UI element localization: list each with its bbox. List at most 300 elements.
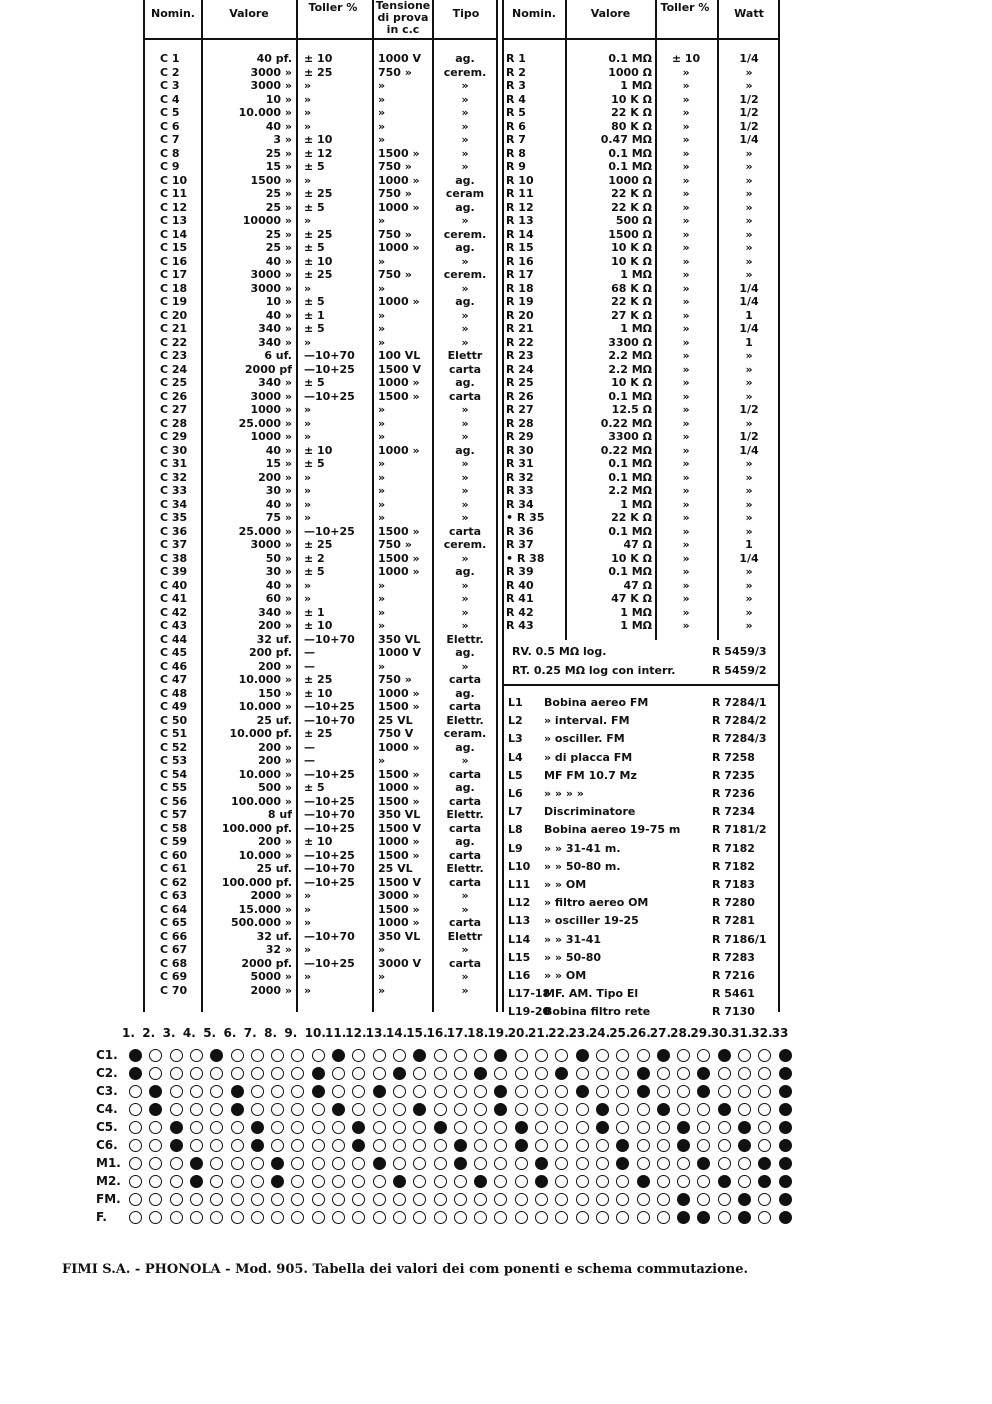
resistor-nom-cell: R 17: [506, 268, 534, 281]
resistor-watt-cell: »: [745, 524, 753, 538]
capacitor-toller-cell: ± 1: [304, 605, 325, 619]
switch-contact-open: [291, 1121, 304, 1134]
switch-contact-open: [637, 1049, 650, 1062]
capacitor-tensione-cell: 1500 »: [378, 524, 420, 538]
capacitor-tensione-cell: »: [378, 970, 386, 983]
coil-code: R 7258: [712, 750, 755, 764]
switch-contact-open: [251, 1211, 264, 1224]
switch-contact-open: [271, 1121, 284, 1134]
resistor-watt-cell: »: [745, 268, 753, 281]
switch-contact-open: [515, 1085, 528, 1098]
capacitor-tensione-cell: 1500 »: [378, 146, 420, 160]
capacitor-tensione-cell: 1500 »: [378, 389, 420, 403]
switch-contact-open: [616, 1193, 629, 1206]
switch-contact-closed: [190, 1175, 203, 1188]
resistor-nom-cell: R 40: [506, 578, 534, 592]
resistor-toller-cell: »: [682, 106, 690, 119]
capacitor-tensione-cell: 3000 V: [378, 956, 421, 970]
capacitor-nom-cell: C 39: [160, 565, 188, 578]
switch-contact-open: [434, 1049, 447, 1062]
switch-column-number: 19.: [487, 1026, 509, 1040]
switch-contact-closed: [637, 1067, 650, 1080]
capacitor-valore-cell: 5000 »: [250, 970, 292, 983]
switch-contact-closed: [271, 1157, 284, 1170]
resistor-toller-cell: »: [682, 254, 690, 268]
switch-contact-closed: [779, 1049, 792, 1062]
resistor-toller-cell: »: [682, 457, 690, 470]
switch-contact-closed: [779, 1175, 792, 1188]
capacitor-nom-cell: C 41: [160, 592, 188, 605]
resistor-valore-cell: 0.1 MΩ: [608, 524, 652, 538]
switch-contact-open: [251, 1085, 264, 1098]
capacitor-tensione-cell: »: [378, 484, 386, 497]
capacitor-valore-cell: 75 »: [265, 511, 292, 524]
switch-contact-open: [190, 1067, 203, 1080]
resistor-nom-cell: R 5: [506, 106, 526, 119]
switch-column-number: 2.: [142, 1026, 156, 1040]
switch-contact-open: [413, 1211, 426, 1224]
switch-row-label: F.: [96, 1210, 107, 1224]
switch-contact-closed: [129, 1049, 142, 1062]
switch-column-number: 28.: [670, 1026, 692, 1040]
resistor-toller-cell: »: [682, 187, 690, 200]
resistor-watt-cell: »: [745, 79, 753, 92]
resistor-toller-cell: ± 10: [671, 52, 701, 65]
switch-contact-open: [657, 1121, 670, 1134]
capacitor-nom-cell: C 48: [160, 686, 188, 700]
capacitor-valore-cell: 340 »: [258, 376, 292, 389]
resistor-nom-cell: R 15: [506, 241, 534, 254]
capacitor-tipo-cell: »: [461, 605, 469, 619]
resistor-valore-cell: 10 K Ω: [611, 551, 652, 565]
switch-contact-open: [494, 1211, 507, 1224]
capacitor-toller-cell: —10+25: [304, 956, 355, 970]
coil-desc: MF FM 10.7 Mz: [544, 768, 637, 782]
capacitor-tensione-cell: 1500 »: [378, 551, 420, 565]
switch-contact-open: [332, 1175, 345, 1188]
capacitor-tipo-cell: carta: [448, 673, 482, 686]
switch-contact-open: [393, 1193, 406, 1206]
switch-contact-open: [170, 1175, 183, 1188]
capacitor-tipo-cell: Elettr: [447, 349, 483, 362]
capacitor-nom-cell: C 22: [160, 335, 188, 349]
capacitor-tipo-cell: »: [461, 889, 469, 902]
cap-toller-header: Toller %: [308, 1, 358, 14]
capacitor-tensione-cell: 750 »: [378, 268, 412, 281]
resistor-nom-cell: R 12: [506, 200, 534, 214]
resistor-valore-cell: 10 K Ω: [611, 376, 652, 389]
capacitor-nom-cell: C 17: [160, 268, 188, 281]
switch-contact-open: [271, 1067, 284, 1080]
capacitor-valore-cell: 3 »: [273, 133, 292, 146]
resistor-watt-cell: 1/2: [739, 119, 759, 133]
switch-contact-open: [149, 1049, 162, 1062]
switch-contact-open: [454, 1211, 467, 1224]
switch-contact-open: [454, 1175, 467, 1188]
capacitor-toller-cell: »: [304, 902, 312, 916]
switch-contact-closed: [271, 1175, 284, 1188]
capacitor-tipo-cell: »: [461, 970, 469, 983]
capacitor-tensione-cell: 750 »: [378, 538, 412, 551]
capacitor-valore-cell: 200 »: [258, 470, 292, 484]
capacitor-toller-cell: »: [304, 119, 312, 133]
switch-contact-open: [596, 1139, 609, 1152]
capacitor-nom-column: [160, 52, 200, 997]
capacitor-toller-cell: ± 25: [304, 268, 333, 281]
capacitor-valore-column: [206, 52, 292, 997]
switch-contact-closed: [677, 1139, 690, 1152]
switch-contact-open: [535, 1049, 548, 1062]
capacitor-nom-cell: C 36: [160, 524, 188, 538]
capacitor-toller-column: [304, 52, 370, 997]
capacitor-toller-cell: —10+25: [304, 875, 355, 889]
switch-contact-open: [434, 1211, 447, 1224]
capacitor-tipo-cell: »: [461, 497, 469, 511]
switch-contact-open: [170, 1049, 183, 1062]
capacitor-tensione-cell: 1000 »: [378, 173, 420, 187]
resistor-watt-cell: 1/2: [739, 403, 759, 416]
capacitor-toller-cell: »: [304, 889, 312, 902]
capacitor-tensione-cell: 1500 »: [378, 902, 420, 916]
resistor-valore-cell: 0.1 MΩ: [608, 565, 652, 578]
switch-contact-open: [474, 1049, 487, 1062]
capacitor-nom-cell: C 67: [160, 943, 188, 956]
resistor-valore-cell: 1 MΩ: [620, 322, 652, 335]
capacitor-nom-cell: C 40: [160, 578, 188, 592]
switch-contact-open: [190, 1193, 203, 1206]
coil-code: R 7183: [712, 878, 755, 891]
capacitor-toller-cell: —10+70: [304, 862, 355, 875]
capacitor-nom-cell: C 25: [160, 376, 188, 389]
resistor-toller-cell: »: [682, 65, 690, 79]
resistor-watt-cell: »: [745, 389, 753, 403]
cap-tipo-header: Tipo: [452, 7, 480, 20]
resistor-nom-cell: R 22: [506, 335, 534, 349]
capacitor-toller-cell: »: [304, 943, 312, 956]
capacitor-valore-cell: 200 »: [258, 835, 292, 848]
resistor-watt-cell: »: [745, 578, 753, 592]
resistor-nom-cell: R 10: [506, 173, 534, 187]
switch-column-number: 27.: [649, 1026, 672, 1040]
capacitor-tensione-cell: 1000 »: [378, 916, 420, 929]
capacitor-tipo-cell: ag.: [455, 686, 475, 700]
switch-contact-open: [576, 1139, 589, 1152]
capacitor-tipo-cell: »: [461, 943, 469, 956]
resistor-nom-cell: R 27: [506, 403, 534, 416]
capacitor-toller-cell: »: [304, 403, 312, 416]
resistor-toller-cell: »: [682, 619, 690, 632]
switch-contact-open: [535, 1067, 548, 1080]
table-rule: [778, 0, 780, 1012]
resistor-watt-cell: 1/4: [739, 133, 759, 146]
capacitor-tensione-cell: 350 VL: [378, 808, 421, 821]
switch-contact-open: [373, 1103, 386, 1116]
switch-contact-open: [718, 1139, 731, 1152]
resistor-nom-cell: • R 35: [506, 511, 545, 524]
switch-column-number: 11.: [325, 1026, 347, 1040]
switch-contact-closed: [718, 1175, 731, 1188]
capacitor-valore-cell: 3000 »: [250, 65, 292, 79]
switch-contact-open: [129, 1211, 142, 1224]
switch-column-number: 23.: [568, 1026, 590, 1040]
capacitor-tipo-cell: »: [461, 281, 469, 295]
capacitor-tipo-cell: carta: [448, 767, 482, 781]
capacitor-toller-cell: ± 12: [304, 146, 333, 160]
switch-contact-open: [434, 1067, 447, 1080]
capacitor-toller-cell: ± 5: [304, 781, 325, 794]
capacitor-nom-cell: C 45: [160, 646, 188, 659]
switch-contact-open: [129, 1139, 142, 1152]
switch-contact-open: [677, 1157, 690, 1170]
capacitor-tipo-cell: Elettr.: [446, 632, 484, 646]
capacitor-toller-cell: ± 25: [304, 65, 333, 79]
capacitor-valore-cell: 25 uf.: [256, 713, 292, 727]
capacitor-tipo-cell: ag.: [455, 565, 475, 578]
resistor-watt-cell: »: [745, 349, 753, 362]
resistor-toller-cell: »: [682, 335, 690, 349]
switch-contact-closed: [494, 1049, 507, 1062]
switch-column-number: 20.: [507, 1026, 529, 1040]
coil-code: R 7235: [712, 768, 755, 782]
resistor-valore-cell: 0.22 MΩ: [600, 443, 652, 457]
capacitor-tipo-cell: ag.: [455, 376, 475, 389]
switch-contact-open: [190, 1211, 203, 1224]
capacitor-nom-cell: C 31: [160, 457, 188, 470]
coil-nom: L10: [508, 859, 531, 873]
coil-desc: » » OM: [544, 878, 587, 891]
resistor-watt-cell: »: [745, 173, 753, 187]
coil-code: R 7236: [712, 787, 755, 800]
switch-contact-open: [190, 1121, 203, 1134]
capacitor-tensione-cell: »: [378, 943, 386, 956]
capacitor-toller-cell: ± 5: [304, 457, 325, 470]
coil-nom: L16: [508, 969, 531, 982]
capacitor-valore-cell: 10.000 »: [238, 767, 292, 781]
switch-contact-closed: [515, 1121, 528, 1134]
capacitor-toller-cell: »: [304, 214, 312, 227]
coil-desc: » osciller 19-25: [544, 914, 639, 928]
resistor-valore-cell: 1000 Ω: [608, 173, 652, 187]
switch-contact-open: [373, 1121, 386, 1134]
capacitor-valore-cell: 10000 »: [242, 214, 292, 227]
switch-contact-open: [637, 1211, 650, 1224]
switch-contact-open: [312, 1103, 325, 1116]
capacitor-valore-cell: 25 »: [265, 200, 292, 214]
resistor-watt-cell: 1/2: [739, 106, 759, 119]
capacitor-toller-cell: —10+70: [304, 632, 355, 646]
capacitor-valore-cell: 200 pf.: [248, 646, 292, 659]
switch-contact-open: [129, 1121, 142, 1134]
resistor-watt-cell: »: [745, 200, 753, 214]
switch-contact-open: [738, 1103, 751, 1116]
capacitor-tipo-cell: ag.: [455, 835, 475, 848]
switch-column-number: 12.: [345, 1026, 367, 1040]
capacitor-valore-cell: 25.000 »: [238, 524, 292, 538]
capacitor-toller-cell: »: [304, 983, 312, 997]
resistor-valore-cell: 1 MΩ: [620, 497, 652, 511]
capacitor-nom-cell: C 43: [160, 619, 188, 632]
capacitor-tensione-cell: »: [378, 983, 386, 997]
coil-code: R 7216: [712, 969, 755, 982]
switch-contact-open: [291, 1193, 304, 1206]
resistor-watt-cell: 1/2: [739, 430, 759, 443]
coil-code: R 5461: [712, 987, 755, 1001]
capacitor-tipo-cell: »: [461, 619, 469, 632]
resistor-toller-cell: »: [682, 133, 690, 146]
capacitor-nom-cell: C 68: [160, 956, 188, 970]
capacitor-nom-cell: C 21: [160, 322, 188, 335]
capacitor-toller-cell: —10+70: [304, 713, 355, 727]
switch-contact-closed: [779, 1211, 792, 1224]
switch-contact-closed: [149, 1085, 162, 1098]
switch-contact-closed: [576, 1085, 589, 1098]
capacitor-nom-cell: C 30: [160, 443, 188, 457]
switch-contact-open: [555, 1157, 568, 1170]
capacitor-tipo-cell: »: [461, 659, 469, 673]
resistor-watt-cell: »: [745, 470, 753, 484]
switch-contact-open: [231, 1049, 244, 1062]
switch-contact-open: [291, 1175, 304, 1188]
switch-contact-open: [210, 1175, 223, 1188]
capacitor-tipo-cell: »: [461, 430, 469, 443]
switch-contact-open: [758, 1085, 771, 1098]
resistor-valore-cell: 68 K Ω: [611, 281, 652, 295]
capacitor-valore-cell: 200 »: [258, 659, 292, 673]
switch-row-label: C3.: [96, 1084, 118, 1098]
switch-contact-open: [758, 1049, 771, 1062]
switch-column-number: 31.: [731, 1026, 753, 1040]
coil-nom: L7: [508, 805, 523, 819]
switch-contact-open: [738, 1049, 751, 1062]
header-rule: [143, 38, 498, 40]
capacitor-tensione-cell: 1500 V: [378, 362, 421, 376]
switch-contact-closed: [738, 1121, 751, 1134]
capacitor-tensione-cell: »: [378, 92, 386, 106]
capacitor-tensione-cell: »: [378, 511, 386, 524]
switch-contact-open: [697, 1049, 710, 1062]
coil-nom: L15: [508, 950, 531, 964]
coil-desc: » di placca FM: [544, 750, 633, 764]
switch-contact-open: [738, 1067, 751, 1080]
switch-contact-open: [251, 1175, 264, 1188]
coil-code: R 7281: [712, 914, 755, 928]
resistor-nom-cell: R 21: [506, 322, 534, 335]
resistor-valore-cell: 22 K Ω: [611, 511, 652, 524]
capacitor-tipo-cell: »: [461, 79, 469, 92]
switch-contact-open: [555, 1139, 568, 1152]
resistor-valore-cell: 47 K Ω: [611, 592, 652, 605]
coil-nom: L6: [508, 787, 523, 800]
switch-contact-open: [697, 1103, 710, 1116]
switch-contact-open: [393, 1139, 406, 1152]
switch-contact-open: [129, 1085, 142, 1098]
switch-contact-open: [637, 1157, 650, 1170]
switch-contact-open: [149, 1139, 162, 1152]
capacitor-tipo-cell: ag.: [455, 781, 475, 794]
resistor-nom-cell: R 11: [506, 187, 534, 200]
capacitor-nom-cell: C 19: [160, 295, 188, 308]
coil-nom: L12: [508, 896, 531, 910]
switch-contact-open: [535, 1121, 548, 1134]
capacitor-valore-cell: 500.000 »: [230, 916, 292, 929]
capacitor-tensione-cell: 25 VL: [378, 713, 413, 727]
switch-contact-open: [210, 1121, 223, 1134]
capacitor-tipo-cell: Elettr.: [446, 713, 484, 727]
capacitor-nom-cell: C 24: [160, 362, 188, 376]
switch-contact-closed: [738, 1193, 751, 1206]
capacitor-tensione-cell: 750 V: [378, 727, 414, 740]
capacitor-toller-cell: ± 10: [304, 52, 333, 65]
resistor-nom-cell: R 41: [506, 592, 534, 605]
switch-contact-open: [352, 1049, 365, 1062]
coil-nom: L2: [508, 714, 523, 728]
capacitor-toller-cell: ± 5: [304, 200, 325, 214]
resistor-valore-cell: 0.1 MΩ: [608, 389, 652, 403]
resistor-valore-cell: 22 K Ω: [611, 200, 652, 214]
switch-contact-open: [434, 1193, 447, 1206]
switch-row-label: C4.: [96, 1102, 118, 1116]
coil-desc: Discriminatore: [544, 805, 636, 819]
capacitor-tensione-cell: »: [378, 578, 386, 592]
resistor-valore-cell: 22 K Ω: [611, 106, 652, 119]
switch-contact-open: [555, 1121, 568, 1134]
resistor-valore-cell: 0.1 MΩ: [608, 146, 652, 160]
switch-contact-open: [332, 1121, 345, 1134]
capacitor-toller-cell: »: [304, 430, 312, 443]
capacitor-valore-cell: 50 »: [265, 551, 292, 565]
capacitor-tipo-cell: cerem.: [443, 538, 487, 551]
table-rule: [717, 0, 719, 640]
res-nom-header: Nomin.: [511, 7, 556, 20]
switch-contact-open: [555, 1103, 568, 1116]
switch-contact-open: [677, 1085, 690, 1098]
resistor-valore-cell: 3300 Ω: [608, 430, 652, 443]
switch-contact-open: [616, 1067, 629, 1080]
resistor-nom-cell: R 18: [506, 281, 534, 295]
switch-contact-open: [657, 1067, 670, 1080]
capacitor-tensione-cell: 1000 »: [378, 443, 420, 457]
switch-contact-open: [291, 1067, 304, 1080]
capacitor-nom-cell: C 16: [160, 254, 188, 268]
capacitor-valore-cell: 40 »: [265, 578, 292, 592]
switch-contact-open: [231, 1139, 244, 1152]
resistor-valore-cell: 0.1 MΩ: [608, 52, 652, 65]
capacitor-tensione-cell: 350 VL: [378, 632, 421, 646]
resistor-valore-cell: 10 K Ω: [611, 92, 652, 106]
switch-contact-open: [149, 1157, 162, 1170]
switch-contact-closed: [677, 1121, 690, 1134]
switch-column-number: 25.: [609, 1026, 631, 1040]
switch-column-number: 9.: [284, 1026, 298, 1040]
switch-column-number: 1.: [122, 1026, 135, 1040]
resistor-toller-cell: »: [682, 79, 690, 92]
resistor-toller-cell: »: [682, 146, 690, 160]
capacitor-toller-cell: ± 10: [304, 443, 333, 457]
capacitor-tipo-cell: »: [461, 119, 469, 133]
capacitor-nom-cell: C 15: [160, 241, 188, 254]
switch-contact-open: [170, 1067, 183, 1080]
resistor-nom-cell: R 6: [506, 119, 526, 133]
resistor-nom-cell: R 37: [506, 538, 534, 551]
table-rule: [143, 0, 145, 1012]
switch-contact-closed: [657, 1103, 670, 1116]
switch-contact-open: [373, 1193, 386, 1206]
capacitor-tipo-cell: carta: [448, 389, 482, 403]
switch-contact-closed: [373, 1157, 386, 1170]
switch-contact-open: [555, 1193, 568, 1206]
resistor-watt-cell: »: [745, 254, 753, 268]
capacitor-toller-cell: ± 5: [304, 160, 325, 173]
